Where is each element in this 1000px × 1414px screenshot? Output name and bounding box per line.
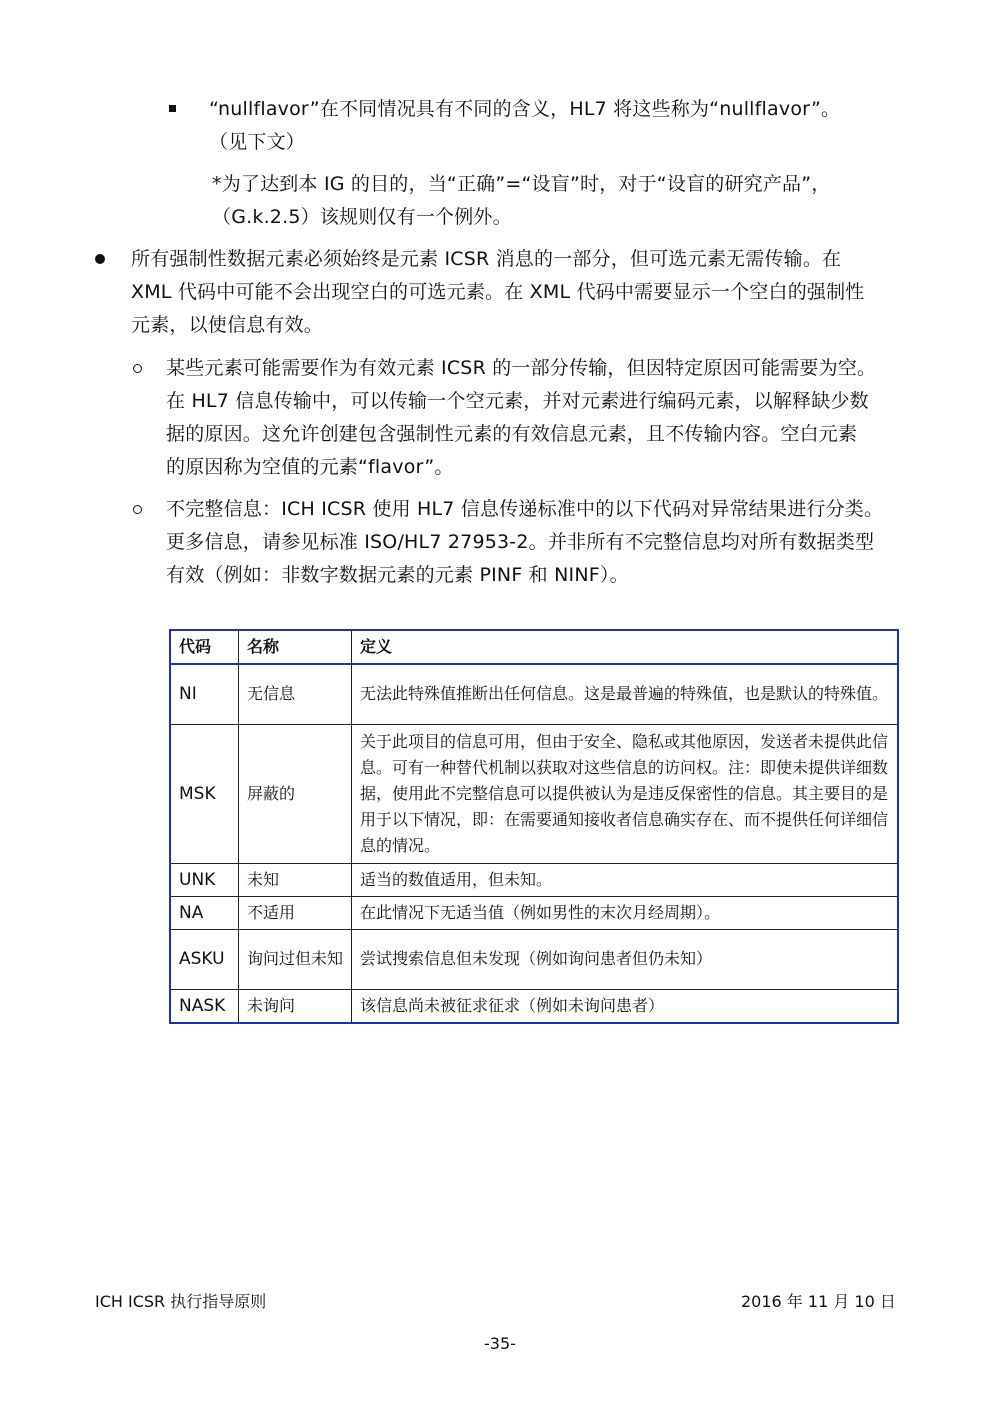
text-line: 更多信息，请参见标准 ISO/HL7 27953-2。并非所有不完整信息均对所有数据类型 — [166, 531, 875, 553]
cell-definition: 该信息尚未被征求征求（例如未询问患者） — [352, 989, 899, 1023]
square-bullet-icon — [169, 105, 176, 112]
table-row — [170, 664, 898, 724]
text-line: “nullflavor”在不同情况具有不同的含义，HL7 将这些称为“nullflavor”。 — [209, 98, 841, 120]
cell-name: 询问过但未知 — [239, 929, 352, 989]
table-row — [170, 896, 898, 929]
footer-document-title: ICH ICSR 执行指导原则 — [95, 1292, 267, 1311]
text-line: 所有强制性数据元素必须始终是元素 ICSR 消息的一部分，但可选元素无需传输。在 — [131, 248, 842, 270]
cell-definition: 无法此特殊值推断出任何信息。这是最普遍的特殊值，也是默认的特殊值。 — [352, 664, 899, 724]
text-line: （见下文） — [209, 131, 306, 153]
text-line: 有效（例如：非数字数据元素的元素 PINF 和 NINF）。 — [166, 564, 629, 586]
cell-code: MSK — [170, 724, 239, 863]
cell-name: 不适用 — [239, 896, 352, 929]
table-row — [170, 724, 898, 863]
cell-code: ASKU — [170, 929, 239, 989]
text-line: XML 代码中可能不会出现空白的可选元素。在 XML 代码中需要显示一个空白的强制性 — [131, 281, 865, 303]
round-bullet-icon — [95, 254, 105, 264]
header-definition: 定义 — [352, 630, 899, 664]
null-flavor-table — [169, 629, 899, 1024]
cell-code: NASK — [170, 989, 239, 1023]
cell-definition: 在此情况下无适当值（例如男性的末次月经周期）。 — [352, 896, 899, 929]
hollow-bullet-icon — [133, 364, 142, 373]
cell-definition: 关于此项目的信息可用，但由于安全、隐私或其他原因，发送者未提供此信息。可有一种替代机制以获取对这些信息的访问权。注：即使未提供详细数据，使用此不完整信息可以提供被认为是违反保密性的信息。其主要目的是用于以下情况，即：在需要通知接收者信息确实存在、而不提供任何详细信息的情况。 — [352, 724, 899, 863]
page-number: -35- — [484, 1334, 516, 1353]
text-line: 在 HL7 信息传输中，可以传输一个空元素，并对元素进行编码元素，以解释缺少数 — [166, 390, 869, 412]
text-line: 不完整信息：ICH ICSR 使用 HL7 信息传递标准中的以下代码对异常结果进行分类。 — [166, 498, 884, 520]
text-line: 据的原因。这允许创建包含强制性元素的有效信息元素，且不传输内容。空白元素 — [166, 423, 858, 445]
cell-name: 无信息 — [239, 664, 352, 724]
text-line: *为了达到本 IG 的目的，当“正确”=“设盲”时，对于“设盲的研究产品”， — [212, 173, 831, 195]
cell-definition: 尝试搜索信息但未发现（例如询问患者但仍未知） — [352, 929, 899, 989]
hollow-bullet-icon — [133, 505, 142, 514]
cell-name: 未询问 — [239, 989, 352, 1023]
header-name: 名称 — [239, 630, 352, 664]
header-code: 代码 — [170, 630, 239, 664]
text-line: 某些元素可能需要作为有效元素 ICSR 的一部分传输，但因特定原因可能需要为空。 — [166, 357, 877, 379]
text-line: 的原因称为空值的元素“flavor”。 — [166, 456, 454, 478]
table-row — [170, 863, 898, 896]
table-row — [170, 929, 898, 989]
cell-definition: 适当的数值适用，但未知。 — [352, 863, 899, 896]
text-line: （G.k.2.5）该规则仅有一个例外。 — [212, 206, 512, 228]
text-line: 元素，以使信息有效。 — [131, 314, 324, 336]
footer-date: 2016 年 11 月 10 日 — [741, 1292, 896, 1311]
cell-code: UNK — [170, 863, 239, 896]
cell-code: NA — [170, 896, 239, 929]
cell-code: NI — [170, 664, 239, 724]
table-row — [170, 989, 898, 1023]
table-header-row — [170, 630, 898, 664]
cell-name: 屏蔽的 — [239, 724, 352, 863]
cell-name: 未知 — [239, 863, 352, 896]
